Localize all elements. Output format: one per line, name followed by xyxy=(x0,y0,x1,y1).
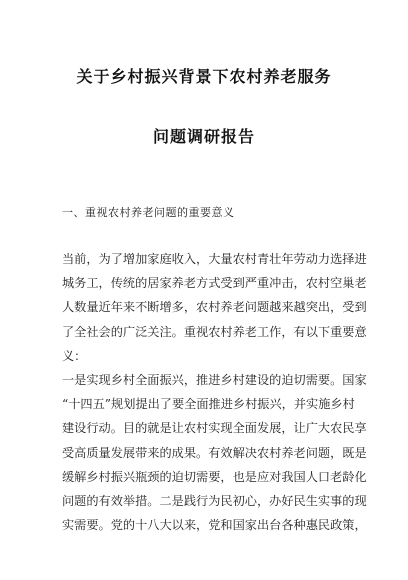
section-heading: 一、重视农村养老问题的重要意义 xyxy=(62,206,235,219)
paragraph-line: 建设行动。目的就是让农村实现全面发展，让广大农民享 xyxy=(62,421,367,436)
paragraph-line: 当前，为了增加家庭收入，大量农村青壮年劳动力选择进 xyxy=(62,252,367,266)
paragraph-line: 义： xyxy=(62,348,87,363)
paragraph-line: 人数量近年来不断增多，农村养老问题越来越突出，受到 xyxy=(62,300,367,315)
paragraph-line: 实需要。党的十八大以来，党和国家出台各种惠民政策， xyxy=(62,518,367,533)
document-title-line-2: 问题调研报告 xyxy=(152,127,255,146)
paragraph-line: 一是实现乡村全面振兴，推进乡村建设的迫切需要。国家 xyxy=(62,373,367,387)
paragraph-line: 缓解乡村振兴瓶颈的迫切需要，也是应对我国人口老龄化 xyxy=(62,469,367,484)
paragraph-1 xyxy=(62,247,367,368)
paragraph-line: 问题的有效举措。二是践行为民初心，办好民生实事的现 xyxy=(62,493,367,508)
paragraph-line: 了全社会的广泛关注。重视农村养老工作，有以下重要意 xyxy=(62,324,367,339)
document-title-line-1: 关于乡村振兴背景下农村养老服务 xyxy=(76,67,332,86)
paragraph-line: 城务工，传统的居家养老方式受到严重冲击，农村空巢老 xyxy=(62,276,367,291)
paragraph-2 xyxy=(62,368,367,537)
paragraph-line: 受高质量发展带来的成果。有效解决农村养老问题，既是 xyxy=(62,445,367,460)
paragraph-line: “十四五”规划提出了要全面推进乡村振兴，并实施乡村 xyxy=(62,397,355,412)
